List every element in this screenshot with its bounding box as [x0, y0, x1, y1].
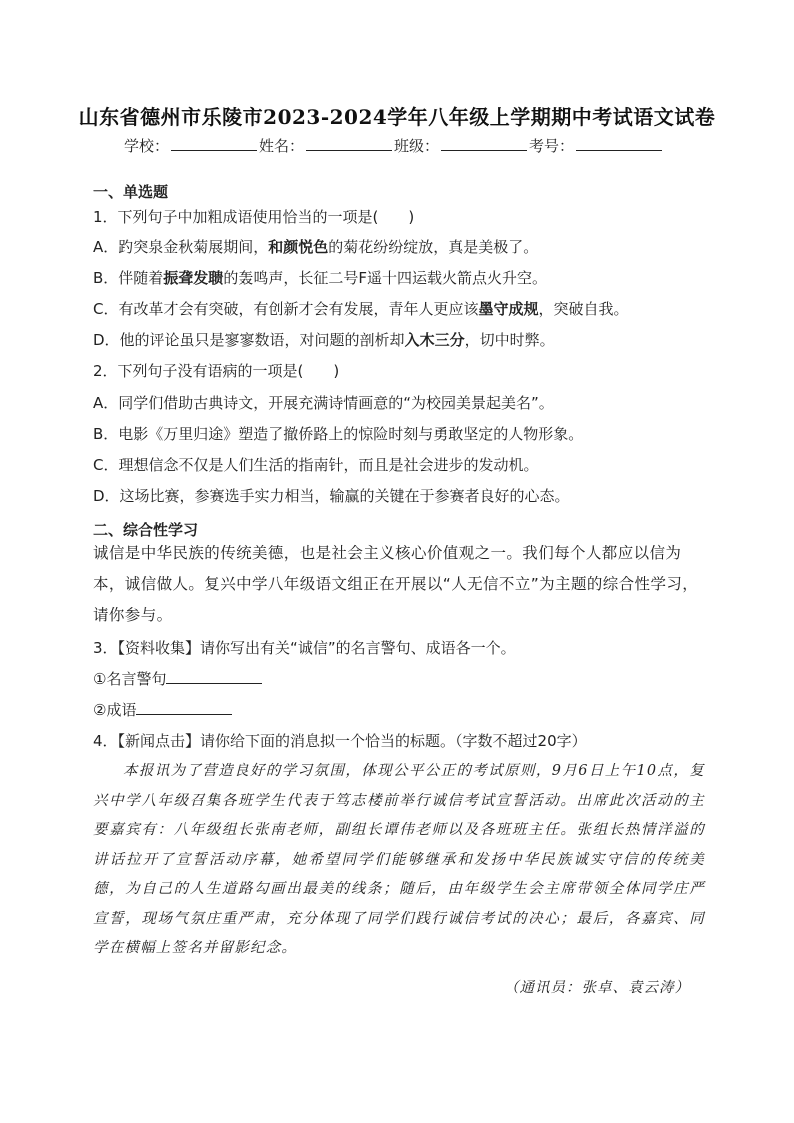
question-1-option-a[interactable] — [93, 236, 538, 257]
bold-idiom: 入木三分 — [404, 331, 465, 349]
question-3-part-b — [93, 699, 232, 720]
option-text: C．有改革才会有突破，有创新才会有发展，青年人更应该 — [93, 300, 479, 318]
option-text: D．他的评论虽只是寥寥数语，对问题的剖析却 — [93, 331, 405, 349]
section-heading-1: 一、单选题 — [93, 183, 169, 201]
section-heading-2: 二、综合性学习 — [93, 521, 199, 539]
class-label: 班级： — [394, 137, 440, 155]
part-label: ①名言警句 — [93, 670, 167, 688]
news-byline: （通讯员：张卓、袁云涛） — [504, 980, 690, 996]
bold-idiom: 和颜悦色 — [268, 238, 329, 256]
name-label: 姓名： — [259, 137, 305, 155]
answer-blank[interactable] — [136, 700, 232, 715]
news-passage: 本报讯为了营造良好的学习氛围，体现公平公正的考试原则，9月6日上午10点，复兴中学八年级召集各班学生代表于笃志楼前举行诚信考试宣誓活动。出席此次活动的主要嘉宾有：八年级组长张南老师，副组长谭伟老师以及各班班主任。张组长热情洋溢的讲话拉开了宣誓活动序幕，她希望同学们能够继承和发扬中华民族诚实守信的传统美德，为自己的人生道路勾画出最美的线条；随后，由年级学生会主席带领全体同学庄严宣誓，现场气氛庄重严肃，充分体现了同学们践行诚信考试的决心；最后，各嘉宾、同学在横幅上签名并留影纪念。 — [93, 763, 705, 956]
part-label: ②成语 — [93, 701, 137, 719]
option-text: ，切中时弊。 — [464, 331, 555, 349]
question-1-option-c[interactable] — [93, 298, 629, 319]
section-2-intro: 诚信是中华民族的传统美德，也是社会主义核心价值观之一。我们每个人都应以信为本，诚信做人。复兴中学八年级语文组正在开展以“人无信不立”为主题的综合性学习，请你参与。 — [93, 544, 699, 624]
page-title: 山东省德州市乐陵市2023-2024学年八年级上学期期中考试语文试卷 — [78, 105, 716, 129]
class-blank[interactable] — [441, 136, 527, 151]
question-1-stem: 1．下列句子中加粗成语使用恰当的一项是( ) — [93, 208, 415, 226]
student-info-line — [124, 135, 664, 156]
question-2-option-c[interactable]: C．理想信念不仅是人们生活的指南针，而且是社会进步的发动机。 — [93, 456, 539, 474]
question-2-option-b[interactable]: B．电影《万里归途》塑造了撤侨路上的惊险时刻与勇敢坚定的人物形象。 — [93, 425, 584, 443]
name-blank[interactable] — [306, 136, 392, 151]
school-blank[interactable] — [171, 136, 257, 151]
option-text: B．伴随着 — [93, 269, 164, 287]
answer-blank[interactable] — [166, 669, 262, 684]
bold-idiom: 振聋发聩 — [163, 269, 224, 287]
question-4-stem: 4．【新闻点击】请你给下面的消息拟一个恰当的标题。（字数不超过20字） — [93, 732, 587, 750]
question-2-option-a[interactable]: A．同学们借助古典诗文，开展充满诗情画意的“为校园美景起美名”。 — [93, 394, 554, 412]
question-2-option-d[interactable]: D．这场比赛，参赛选手实力相当，输赢的关键在于参赛者良好的心态。 — [93, 487, 570, 505]
option-text: ，突破自我。 — [538, 300, 629, 318]
number-blank[interactable] — [576, 136, 662, 151]
question-1-option-d[interactable] — [93, 329, 555, 350]
question-2-stem: 2．下列句子没有语病的一项是( ) — [93, 362, 340, 380]
option-text: A．趵突泉金秋菊展期间， — [93, 238, 269, 256]
question-1-option-b[interactable] — [93, 267, 547, 288]
option-text: 的菊花纷纷绽放，真是美极了。 — [328, 238, 539, 256]
option-text: 的轰鸣声，长征二号F遥十四运载火箭点火升空。 — [223, 269, 547, 287]
question-3-part-a — [93, 668, 262, 689]
number-label: 考号： — [529, 137, 575, 155]
school-label: 学校： — [124, 137, 170, 155]
bold-idiom: 墨守成规 — [478, 300, 539, 318]
question-3-stem: 3．【资料收集】请你写出有关“诚信”的名言警句、成语各一个。 — [93, 639, 516, 657]
